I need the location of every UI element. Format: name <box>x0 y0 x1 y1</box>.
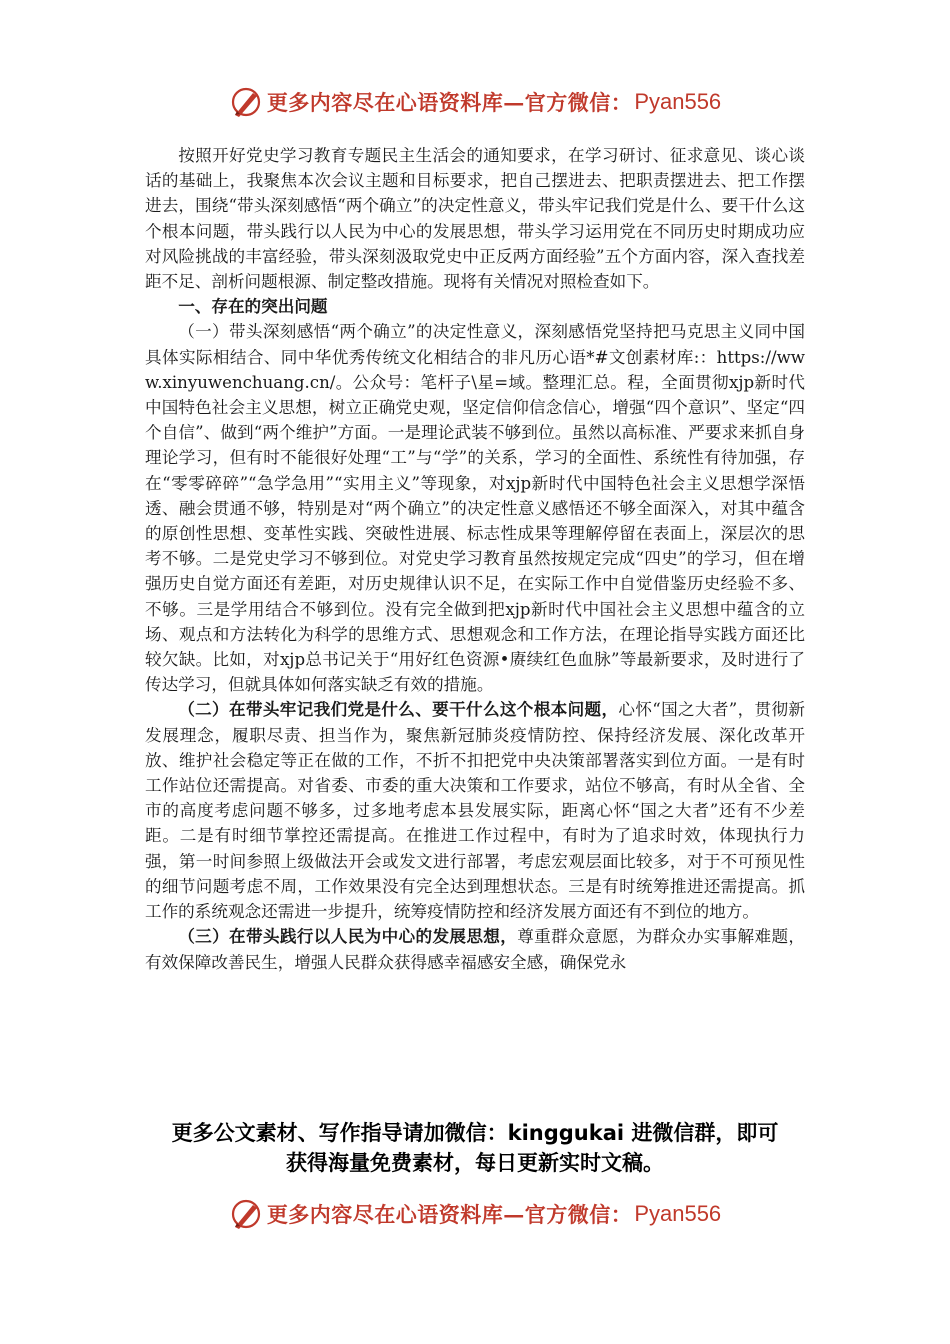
footer-banner-text: 更多内容尽在心语资料库—官方微信： <box>266 1202 633 1227</box>
paragraph-3 <box>145 924 805 974</box>
intro-paragraph: 按照开好党史学习教育专题民主生活会的通知要求，在学习研讨、征求意见、谈心谈话的基础上，我聚焦本次会议主题和目标要求，把自己摆进去、把职责摆进去、把工作摆进去，围绕“带头深刻感悟“两个确立”的决定性意义，带头牢记我们党是什么、要干什么这个根本问题，带头践行以人民为中心的发展思想，带头学习运用党在不同历史时期成功应对风险挑战的丰富经验，带头深刻汲取党史中正反两方面经验”五个方面内容，深入查找差距不足、剖析问题根源、制定整改措施。现将有关情况对照检查如下。 <box>145 146 805 292</box>
footer-banner <box>0 1192 950 1236</box>
header-banner-handle: Pyan556 <box>634 89 722 114</box>
promo-line-2: 获得海量免费素材，每日更新实时文稿。 <box>286 1151 664 1175</box>
footer-banner-handle: Pyan556 <box>634 1201 722 1226</box>
promo-block <box>120 1118 830 1178</box>
document-body <box>145 143 805 975</box>
header-banner-text: 更多内容尽在心语资料库—官方微信： <box>266 90 633 115</box>
pen-logo-icon <box>229 1197 263 1231</box>
header-banner <box>0 80 950 124</box>
paragraph-3-text: 尊重群众意愿，为群众办实事解难题，有效保障改善民生，增强人民群众获得感幸福感安全感，确保党永 <box>145 927 806 972</box>
pen-logo-icon <box>229 85 263 119</box>
paragraph-2-lead: （二）在带头牢记我们党是什么、要干什么这个根本问题， <box>178 699 619 720</box>
paragraph-1: （一）带头深刻感悟“两个确立”的决定性意义，深刻感悟党坚持把马克思主义同中国具体实际相结合、同中华优秀传统文化相结合的非凡历心语*#文创素材库:：https://www.xinyuwenchuang.cn/。公众号：笔杆子\星=域。整理汇总。程，全面贯彻xjp新时代中国特色社会主义思想，树立正确党史观，坚定信仰信念信心，增强“四个意识”、坚定“四个自信”、做到“两个维护”方面。一是理论武装不够到位。虽然以高标准、严要求来抓自身理论学习，但有时不能很好处理“工”与“学”的关系，学习的全面性、系统性有待加强，存在“零零碎碎”“急学急用”“实用主义”等现象，对xjp新时代中国特色社会主义思想学深悟透、融会贯通不够，特别是对“两个确立”的决定性意义感悟还不够全面深入，对其中蕴含的原创性思想、变革性实践、突破性进展、标志性成果等理解停留在表面上，深层次的思考不够。二是党史学习不够到位。对党史学习教育虽然按规定完成“四史”的学习，但在增强历史自觉方面还有差距，对历史规律认识不足，在实际工作中自觉借鉴历史经验不多、不够。三是学用结合不够到位。没有完全做到把xjp新时代中国社会主义思想中蕴含的立场、观点和方法转化为科学的思维方式、思想观念和工作方法，在理论指导实践方面还比较欠缺。比如，对xjp总书记关于“用好红色资源•赓续红色血脉”等最新要求，及时进行了传达学习，但就具体如何落实缺乏有效的措施。 <box>145 322 805 695</box>
section-heading: 一、存在的突出问题 <box>178 296 328 317</box>
paragraph-2 <box>145 697 805 924</box>
paragraph-2-text: 心怀“国之大者”，贯彻新发展理念，履职尽责、担当作为，聚焦新冠肺炎疫情防控、保持经济发展、深化改革开放、维护社会稳定等正在做的工作，不折不扣把党中央决策部署落实到位方面。一是有时工作站位还需提高。对省委、市委的重大决策和工作要求，站位不够高，有时从全省、全市的高度考虑问题不够多，过多地考虑本县发展实际，距离心怀“国之大者”还有不少差距。二是有时细节掌控还需提高。在推进工作过程中，有时为了追求时效，体现执行力强，第一时间参照上级做法开会或发文进行部署，考虑宏观层面比较多，对于不可预见性的细节问题考虑不周，工作效果没有完全达到理想状态。三是有时统筹推进还需提高。抓工作的系统观念还需进一步提升，统筹疫情防控和经济发展方面还有不到位的地方。 <box>145 700 806 922</box>
promo-line-1: 更多公文素材、写作指导请加微信：kinggukai 进微信群，即可 <box>171 1121 779 1145</box>
paragraph-3-lead: （三）在带头践行以人民为中心的发展思想， <box>178 926 518 947</box>
